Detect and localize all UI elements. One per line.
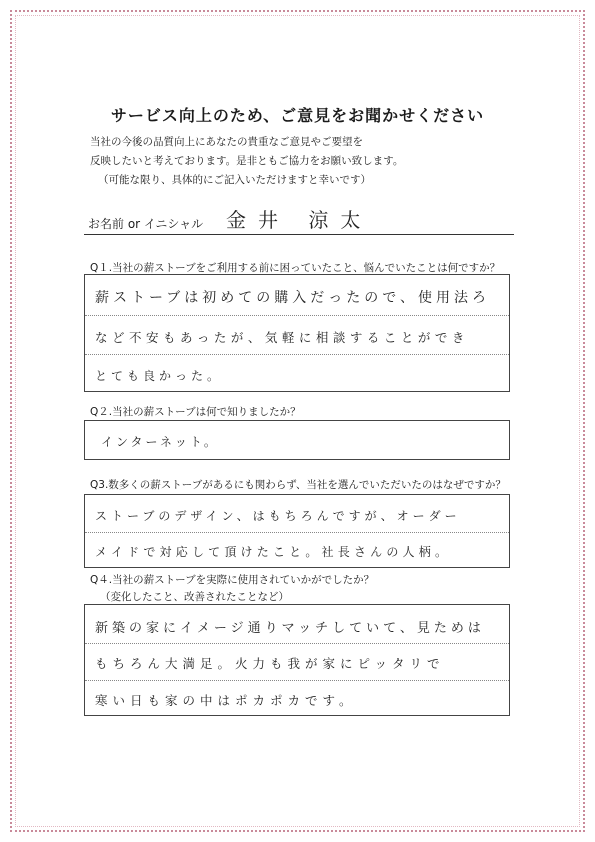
handwritten-answer-line: もちろん大満足。火力も我が家にピッタリで	[95, 656, 445, 671]
name-handwritten-value: 金井 涼太	[226, 208, 373, 232]
ruled-line	[85, 315, 509, 316]
intro-line: 反映したいと考えております。是非ともご協力をお願い致します。	[90, 155, 404, 167]
question-1-label: Q１.当社の薪ストーブをご利用する前に困っていたこと、悩んでいたことは何ですか？	[90, 262, 501, 274]
handwritten-answer-line: ストーブのデザイン、はもちろんですが、オーダー	[95, 509, 461, 523]
question-4-answer-box[interactable]	[84, 604, 510, 716]
handwritten-answer-line: 寒い日も家の中はポカポカです。	[95, 693, 357, 708]
survey-title: サービス向上のため、ご意見をお聞かせください	[110, 106, 485, 125]
name-field[interactable]	[84, 208, 514, 235]
question-2-answer-box[interactable]	[84, 420, 510, 460]
ruled-line	[85, 680, 509, 681]
handwritten-answer-line: 新築の家にイメージ通りマッチしていて、見ためは	[95, 621, 485, 636]
name-label: お名前 or イニシャル	[88, 217, 204, 231]
question-3-label: Q3.数多くの薪ストーブがあるにも関わらず、当社を選んでいただいたのはなぜですか？	[90, 479, 506, 491]
handwritten-answer-line: メイドで対応して頂けたこと。社長さんの人柄。	[95, 545, 452, 559]
ruled-line	[85, 532, 509, 533]
handwritten-answer-line: インターネット。	[101, 435, 219, 449]
question-4-label: Q４.当社の薪ストーブを実際に使用されていかがでしたか？	[90, 574, 375, 586]
handwritten-answer-line: とても良かった。	[95, 369, 224, 383]
intro-line: （可能な限り、具体的にご記入いただけますと幸いです）	[98, 174, 371, 186]
question-3-answer-box[interactable]	[84, 494, 510, 568]
question-4-note: （変化したこと、改善されたことなど）	[100, 591, 289, 603]
intro-text	[90, 133, 530, 190]
handwritten-answer-line: 薪ストーブは初めての購入だったので、使用法ろ	[95, 290, 491, 306]
intro-line: 当社の今後の品質向上にあなたの貴重なご意見やご要望を	[90, 136, 363, 148]
ruled-line	[85, 643, 509, 644]
handwritten-answer-line: など不安もあったが、気軽に相談することができ	[95, 330, 469, 345]
ruled-line	[85, 354, 509, 355]
question-1-answer-box[interactable]	[84, 274, 510, 392]
question-2-label: Q２.当社の薪ストーブは何で知りましたか？	[90, 406, 301, 418]
